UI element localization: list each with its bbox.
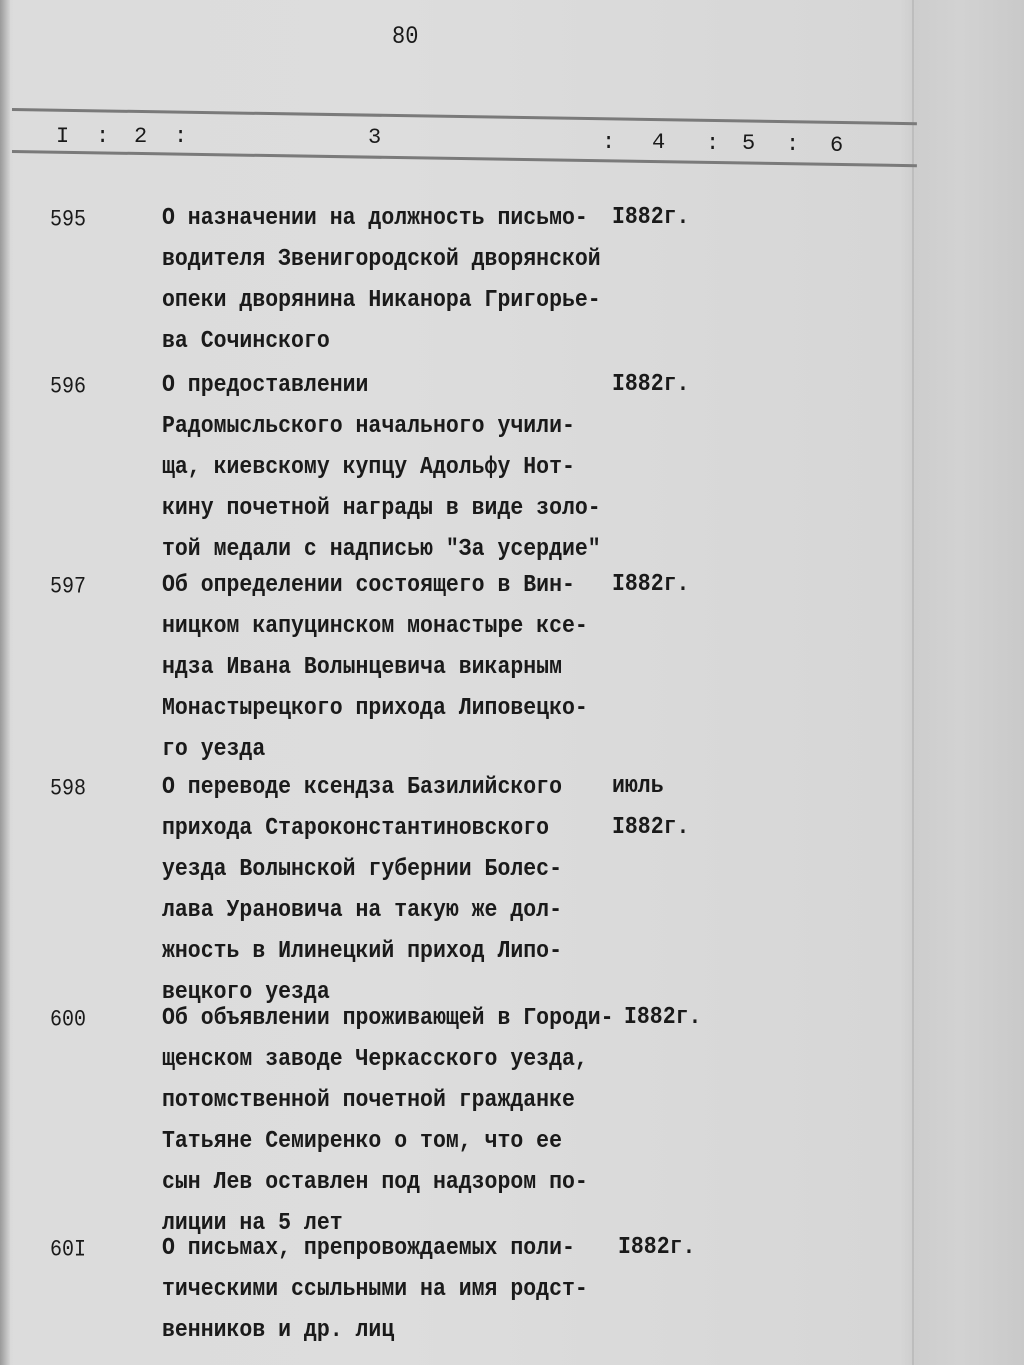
entry-description-line: Татьяне Семиренко о том, что ее: [162, 1128, 562, 1155]
entry-description-line: ндза Ивана Волынцевича викарным: [162, 654, 562, 681]
entry-description: [162, 205, 601, 369]
page-binding-edge: [0, 0, 10, 1365]
entry-number: 60I: [50, 1237, 87, 1264]
page-fold-shadow: [912, 0, 914, 1365]
entry-description: [162, 572, 588, 777]
entry-description-line: тическими ссыльными на имя родст-: [162, 1276, 588, 1303]
entry-description-line: Об объявлении проживающей в Городи-: [162, 1005, 614, 1032]
column-separator: :: [706, 131, 721, 156]
entry-description-line: опеки дворянина Никанора Григорье-: [162, 287, 601, 314]
entry-description-line: О назначении на должность письмо-: [162, 205, 588, 232]
entry-number: 596: [50, 374, 87, 401]
entry-description-line: ницком капуцинском монастыре ксе-: [162, 613, 588, 640]
entry-description-line: Монастырецкого прихода Липовецко-: [162, 695, 588, 722]
entry-description-line: ва Сочинского: [162, 328, 330, 355]
entry-description: [162, 774, 562, 1020]
column-header-2: 2: [134, 124, 149, 149]
entry-number: 597: [50, 574, 87, 601]
entry-number: 600: [50, 1007, 87, 1034]
entry-description-line: ща, киевскому купцу Адольфу Нот-: [162, 454, 575, 481]
entry-date: I882г.: [618, 1233, 696, 1261]
entry-description-line: вецкого уезда: [162, 979, 330, 1006]
entry-description: [162, 372, 601, 577]
entry-description-line: го уезда: [162, 736, 266, 763]
entry-description-line: той медали с надписью "За усердие": [162, 536, 601, 563]
entry-date: июль: [612, 772, 664, 800]
column-header-1: I: [56, 124, 71, 149]
entry-description-line: О предоставлении: [162, 372, 369, 399]
page-number: 80: [392, 22, 419, 51]
column-separator: :: [174, 124, 189, 149]
entry-description-line: О переводе ксендза Базилийского: [162, 774, 562, 801]
entry-date: I882г.: [612, 570, 690, 598]
entry-description-line: уезда Волынской губернии Болес-: [162, 856, 562, 883]
entry-number: 598: [50, 776, 87, 803]
entry-date: I882г.: [612, 370, 690, 398]
entry-description-line: лава Урановича на такую же дол-: [162, 897, 562, 924]
entry-description-line: потомственной почетной гражданке: [162, 1087, 575, 1114]
entry-date: I882г.: [624, 1003, 702, 1031]
column-header-5: 5: [742, 131, 757, 156]
entry-description-line: лиции на 5 лет: [162, 1210, 343, 1237]
column-separator: :: [786, 132, 801, 157]
entry-description: [162, 1235, 588, 1358]
entry-description: [162, 1005, 614, 1251]
entry-date: I882г.: [612, 813, 690, 841]
column-header-4: 4: [652, 130, 667, 155]
entry-number: 595: [50, 207, 87, 234]
column-header-6: 6: [830, 133, 845, 158]
entry-date: I882г.: [612, 203, 690, 231]
entry-description-line: венников и др. лиц: [162, 1317, 395, 1344]
entry-description-line: О письмах, препровождаемых поли-: [162, 1235, 575, 1262]
entry-description-line: Об определении состоящего в Вин-: [162, 572, 575, 599]
entry-description-line: прихода Староконстантиновского: [162, 815, 550, 842]
column-separator: :: [96, 124, 111, 149]
entry-description-line: щенском заводе Черкасского уезда,: [162, 1046, 588, 1073]
header-rule-top: [12, 108, 917, 125]
column-separator: :: [602, 130, 617, 155]
header-rule-bottom: [12, 150, 917, 167]
entry-description-line: водителя Звенигородской дворянской: [162, 246, 601, 273]
column-header-3: 3: [368, 125, 383, 150]
entry-description-line: сын Лев оставлен под надзором по-: [162, 1169, 588, 1196]
entry-description-line: жность в Илинецкий приход Липо-: [162, 938, 562, 965]
entry-description-line: Радомысльского начального учили-: [162, 413, 575, 440]
entry-description-line: кину почетной награды в виде золо-: [162, 495, 601, 522]
